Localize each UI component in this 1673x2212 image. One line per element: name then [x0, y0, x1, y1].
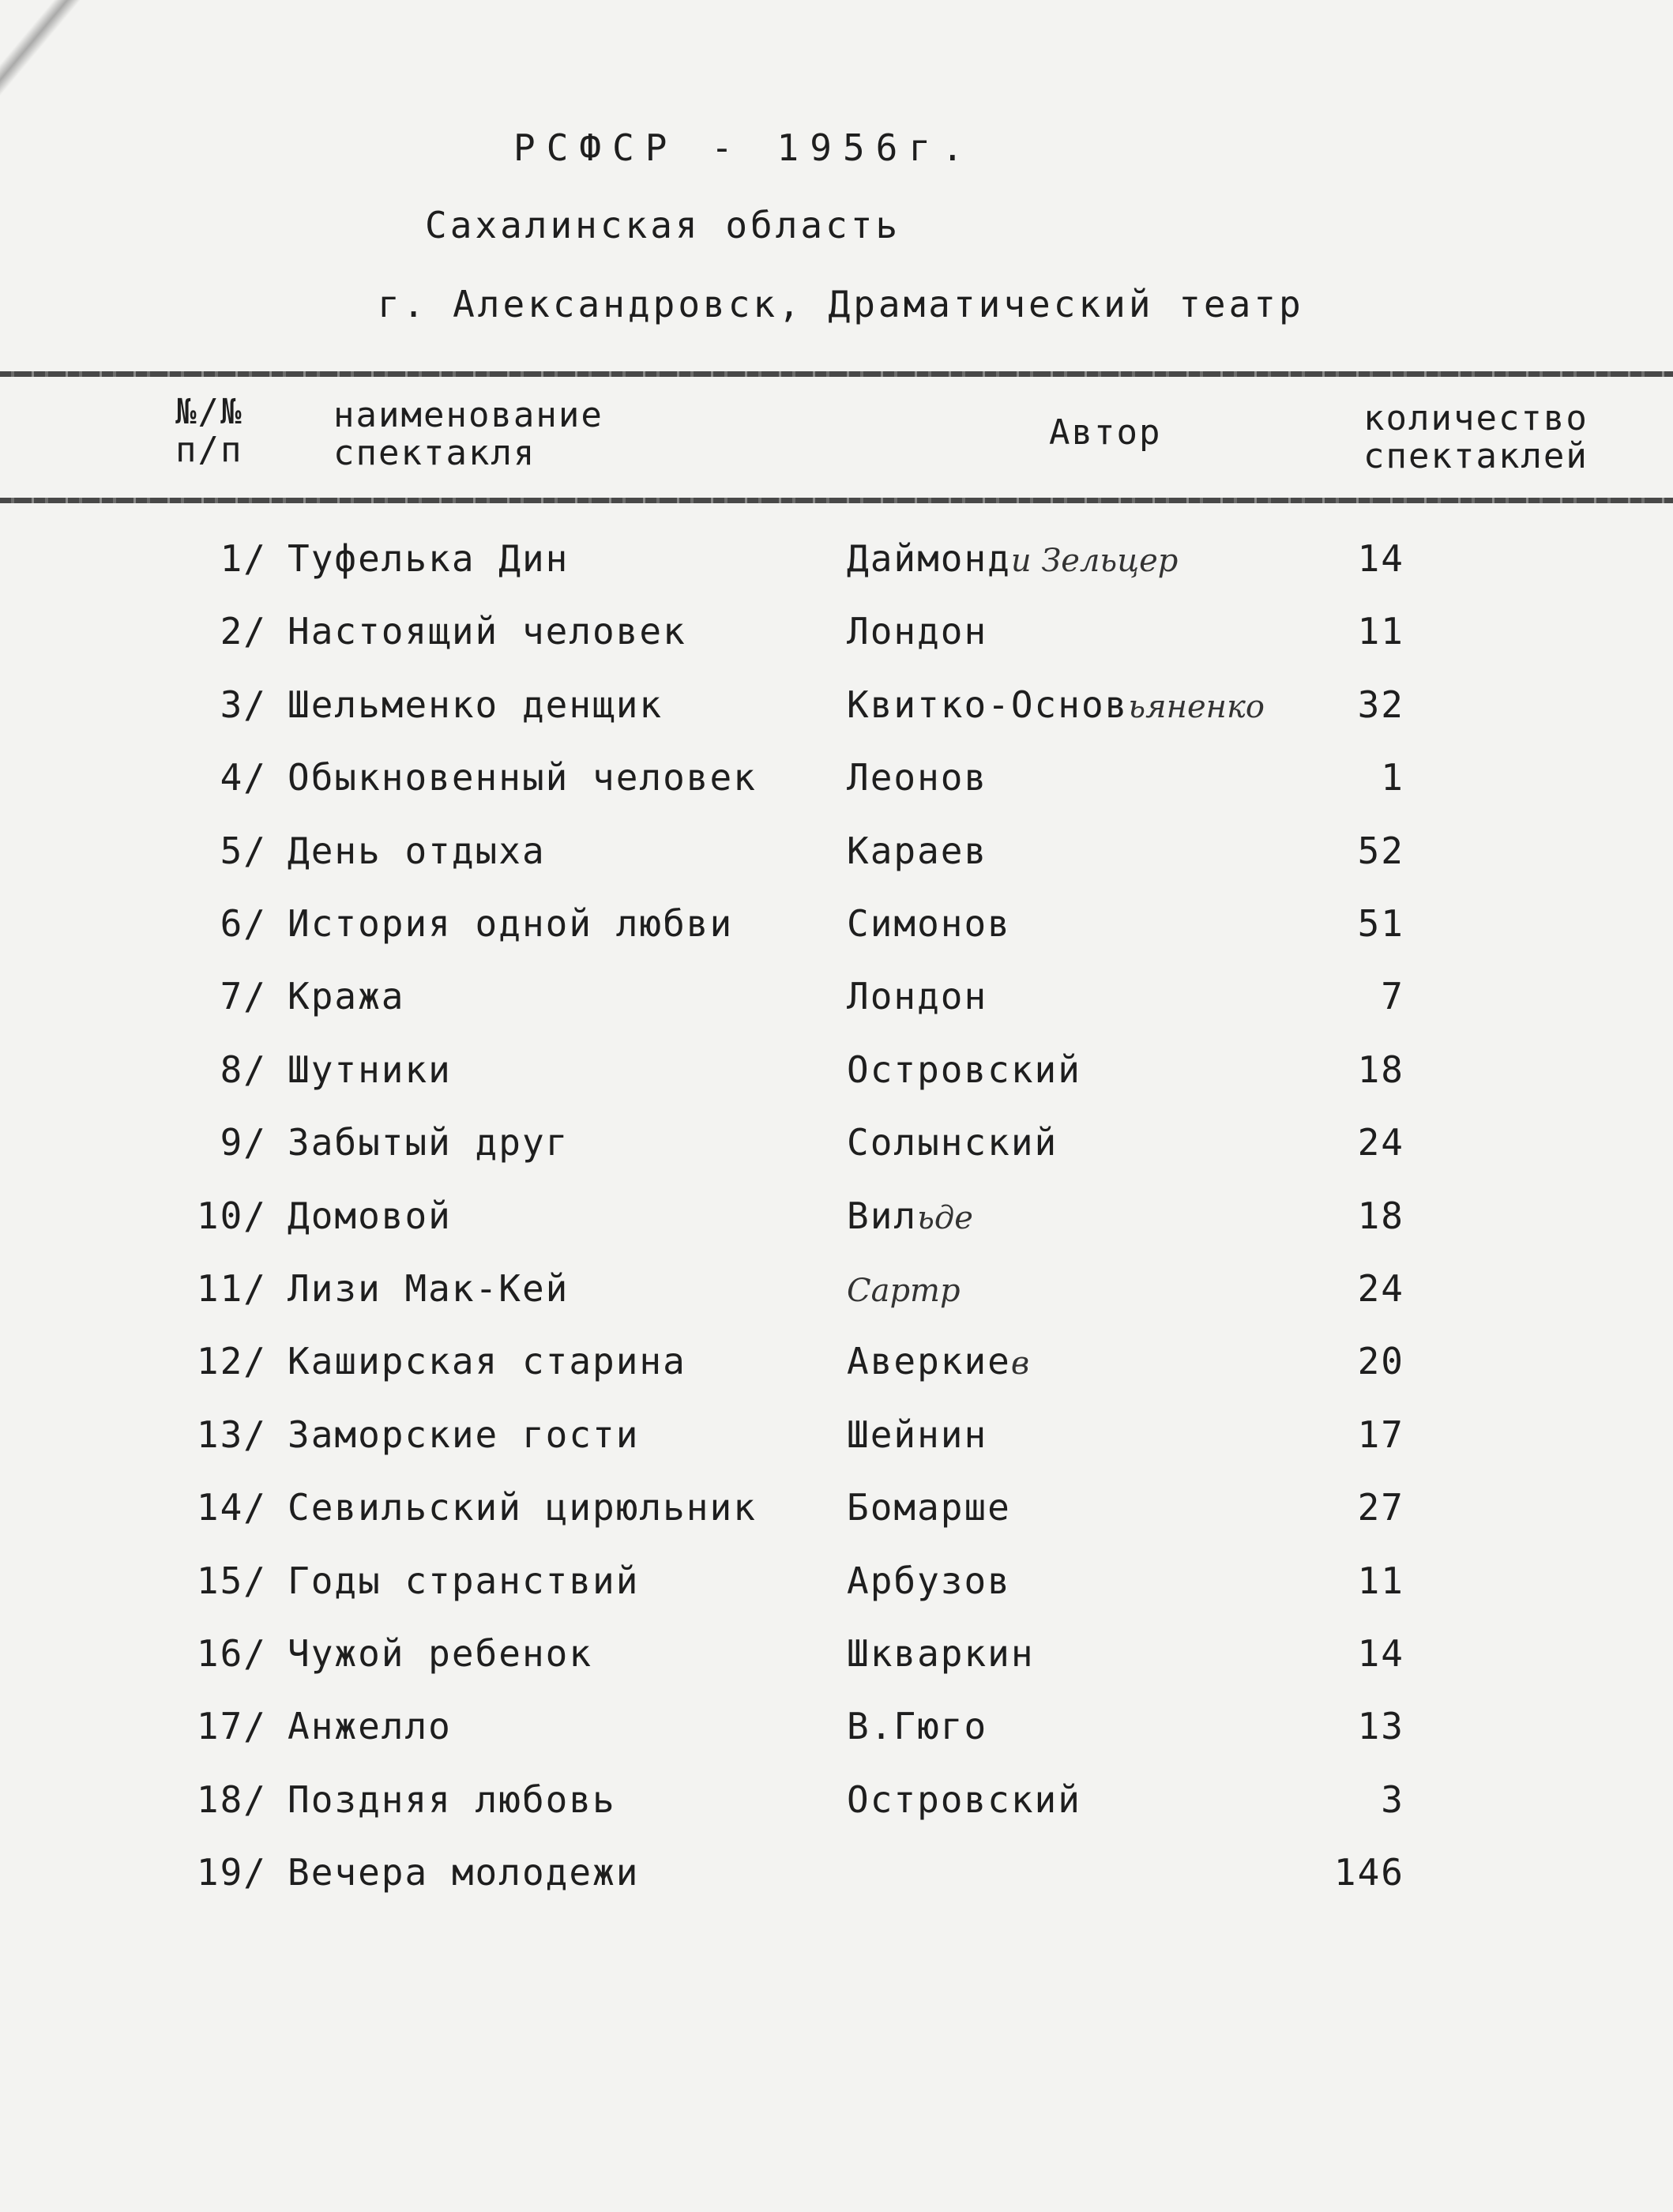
play-title: Поздняя любовь	[288, 1778, 616, 1821]
play-author	[847, 756, 987, 799]
column-header-number: №/№ п/п	[175, 392, 243, 470]
performance-count: 18	[1357, 1194, 1404, 1237]
row-number: 8/	[220, 1048, 267, 1091]
play-author	[847, 1267, 961, 1310]
play-author-typed: Островский	[847, 1048, 1081, 1091]
play-title: Шутники	[288, 1048, 452, 1091]
header-republic-year: РСФСР - 1956г.	[513, 126, 975, 169]
row-number: 2/	[220, 610, 267, 653]
play-title: Каширская старина	[288, 1340, 686, 1383]
table-row	[0, 975, 1673, 1048]
performance-count: 51	[1357, 902, 1404, 945]
table-header-rule	[0, 498, 1673, 503]
play-title: Лизи Мак-Кей	[288, 1267, 570, 1310]
play-author-typed: Шейнин	[847, 1413, 988, 1456]
play-author	[847, 1413, 987, 1456]
performance-count: 11	[1357, 1559, 1404, 1602]
row-number: 10/	[196, 1194, 267, 1237]
table-row	[0, 683, 1673, 756]
performance-count: 14	[1357, 537, 1404, 580]
play-title: День отдыха	[288, 829, 546, 872]
performance-count: 18	[1357, 1048, 1404, 1091]
table-top-rule	[0, 371, 1673, 377]
table-row	[0, 1121, 1673, 1194]
play-author-handwritten: ьяненко	[1128, 688, 1265, 725]
play-author-typed: Шкваркин	[847, 1632, 1035, 1675]
play-author	[847, 975, 987, 1018]
table-row	[0, 610, 1673, 683]
row-number: 18/	[196, 1778, 267, 1821]
play-title: История одной любви	[288, 902, 734, 945]
table-row	[0, 1340, 1673, 1413]
performance-count: 24	[1357, 1267, 1404, 1310]
play-author-typed: Арбузов	[847, 1559, 1011, 1602]
table-row	[0, 537, 1673, 610]
row-number: 17/	[196, 1705, 267, 1748]
play-author-handwritten: в	[1010, 1345, 1030, 1382]
table-row	[0, 1413, 1673, 1486]
play-title: Забытый друг	[288, 1121, 570, 1164]
row-number: 3/	[220, 683, 267, 726]
play-author-typed: Симонов	[847, 902, 1011, 945]
play-title: Чужой ребенок	[288, 1632, 593, 1675]
table-row	[0, 1705, 1673, 1778]
performance-count: 13	[1357, 1705, 1404, 1748]
play-author	[847, 902, 1011, 945]
play-author-typed: Бомарше	[847, 1486, 1011, 1529]
row-number: 11/	[196, 1267, 267, 1310]
play-title: Обыкновенный человек	[288, 756, 757, 799]
play-author	[847, 537, 1178, 580]
play-title: Годы странствий	[288, 1559, 640, 1602]
row-number: 6/	[220, 902, 267, 945]
play-author	[847, 1632, 1035, 1675]
table-row	[0, 1267, 1673, 1340]
play-author	[847, 830, 987, 872]
play-author	[847, 1121, 1058, 1164]
play-title: Шельменко денщик	[288, 683, 664, 726]
play-author-handwritten: и Зельцер	[1010, 543, 1179, 579]
performance-count: 27	[1357, 1486, 1404, 1529]
performance-count: 146	[1333, 1851, 1404, 1894]
row-number: 14/	[196, 1486, 267, 1529]
performance-count: 52	[1357, 829, 1404, 872]
column-header-name: наименование спектакля	[333, 395, 603, 473]
table-row	[0, 1194, 1673, 1267]
play-title: Туфелька Дин	[288, 537, 570, 580]
performance-count: 32	[1357, 683, 1404, 726]
play-author	[847, 1048, 1081, 1091]
table-row	[0, 1778, 1673, 1851]
play-author	[847, 1194, 973, 1237]
play-title: Домовой	[288, 1194, 452, 1237]
play-author-handwritten: Сартр	[847, 1273, 961, 1309]
row-number: 5/	[220, 829, 267, 872]
play-author	[847, 1340, 1029, 1382]
table-row	[0, 756, 1673, 829]
play-title: Настоящий человек	[288, 610, 686, 653]
play-author	[847, 1705, 987, 1747]
play-author	[847, 1778, 1081, 1821]
scan-streak	[0, 0, 245, 143]
row-number: 9/	[220, 1121, 267, 1164]
play-author	[847, 683, 1265, 726]
row-number: 19/	[196, 1851, 267, 1894]
table-row	[0, 902, 1673, 975]
play-title: Севильский цирюльник	[288, 1486, 757, 1529]
play-author	[847, 1486, 1011, 1529]
performance-count: 24	[1357, 1121, 1404, 1164]
column-header-author: Автор	[1049, 412, 1162, 453]
play-author-typed: Даймонд	[847, 537, 1011, 580]
play-author-typed: Солынский	[847, 1121, 1058, 1164]
play-author	[847, 1559, 1011, 1602]
header-region: Сахалинская область	[425, 204, 901, 246]
play-author-typed: Вил	[847, 1194, 918, 1237]
play-author-typed: Островский	[847, 1778, 1081, 1821]
play-author-typed: Леонов	[847, 756, 988, 799]
play-author-typed: Лондон	[847, 975, 988, 1018]
table-row	[0, 1559, 1673, 1632]
play-author-typed: Караев	[847, 829, 988, 872]
play-author	[847, 610, 987, 653]
play-title: Кража	[288, 975, 405, 1018]
play-author-handwritten: ьде	[917, 1199, 973, 1236]
table-row	[0, 1486, 1673, 1559]
play-title: Вечера молодежи	[288, 1851, 640, 1894]
play-title: Заморские гости	[288, 1413, 640, 1456]
performance-count: 7	[1381, 975, 1404, 1018]
row-number: 12/	[196, 1340, 267, 1383]
performance-count: 3	[1381, 1778, 1404, 1821]
performance-count: 1	[1381, 756, 1404, 799]
performance-count: 14	[1357, 1632, 1404, 1675]
table-row	[0, 1632, 1673, 1705]
row-number: 1/	[220, 537, 267, 580]
header-city-theatre: г. Александровск, Драматический театр	[378, 283, 1304, 325]
row-number: 4/	[220, 756, 267, 799]
performance-count: 17	[1357, 1413, 1404, 1456]
row-number: 13/	[196, 1413, 267, 1456]
row-number: 16/	[196, 1632, 267, 1675]
play-author-typed: Лондон	[847, 610, 988, 653]
column-header-count: количество спектаклей	[1363, 398, 1588, 476]
table-row	[0, 1048, 1673, 1121]
row-number: 15/	[196, 1559, 267, 1602]
performance-count: 20	[1357, 1340, 1404, 1383]
play-author-typed: Аверкие	[847, 1340, 1011, 1383]
play-title: Анжелло	[288, 1705, 452, 1748]
play-author-typed: Квитко-Основ	[847, 683, 1129, 726]
table-row	[0, 1851, 1673, 1924]
play-author-typed: В.Гюго	[847, 1705, 988, 1748]
performance-count: 11	[1357, 610, 1404, 653]
table-row	[0, 830, 1673, 902]
row-number: 7/	[220, 975, 267, 1018]
